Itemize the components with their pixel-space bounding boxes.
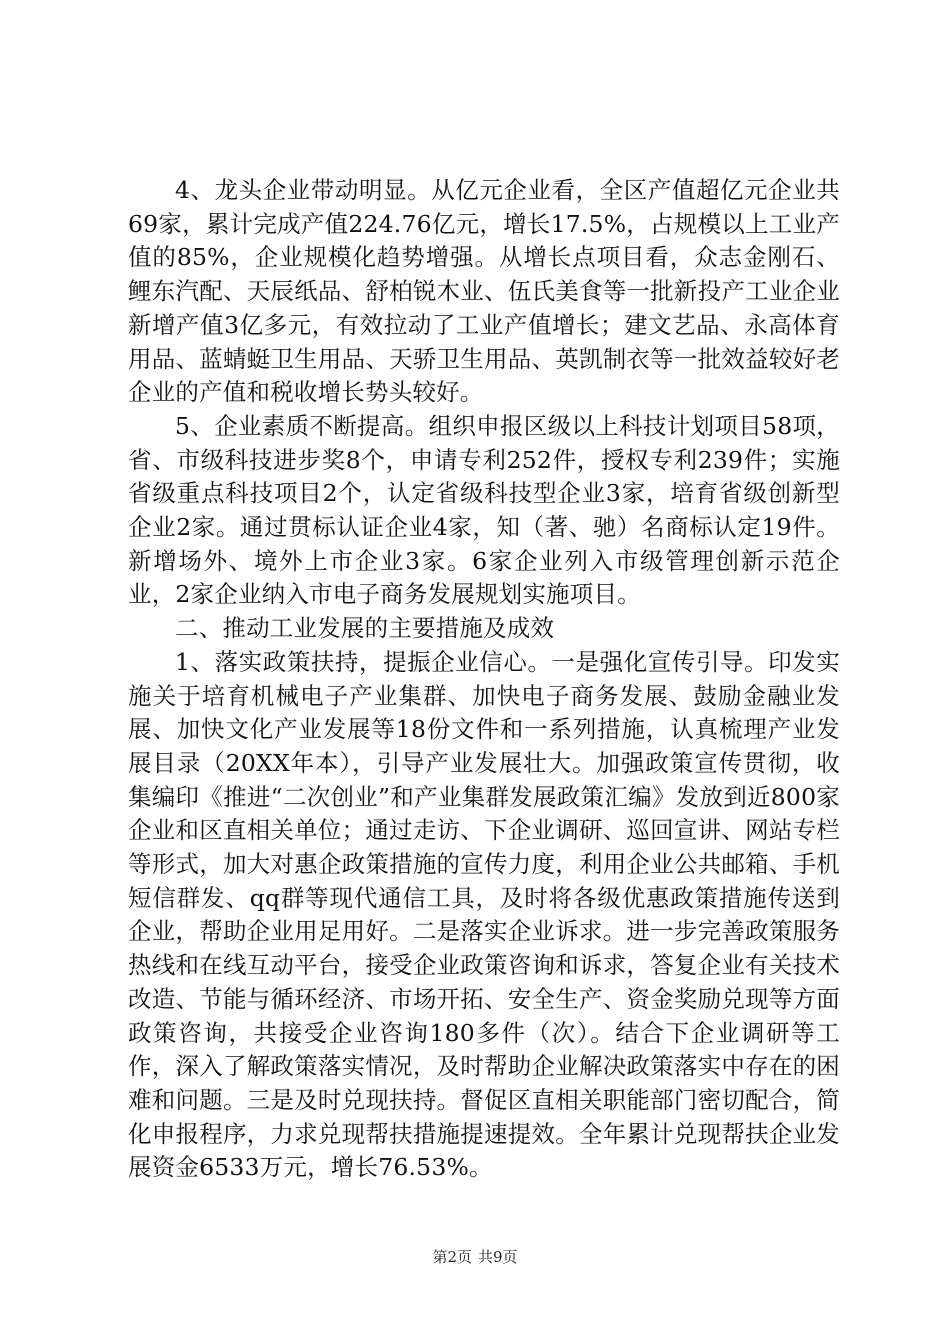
- section-heading-measures: 二、推动工业发展的主要措施及成效: [175, 614, 555, 643]
- paragraph-enterprise-quality: 5、企业素质不断提高。组织申报区级以上科技计划项目58项，省、市级科技进步奖8个，申请专利252件，授权专利239件；实施省级重点科技项目2个，认定省级科技型企业3家，培育省级创新型企业2家。通过贯标认证企业4家，知（著、驰）名商标认定19件。新增场外、境外上市企业3家。6家企业列入市级管理创新示范企业，2家企业纳入市电子商务发展规划实施项目。: [128, 411, 840, 609]
- page-number: 第2页: [432, 1248, 472, 1266]
- paragraph-leading-enterprises: 4、龙头企业带动明显。从亿元企业看，全区产值超亿元企业共69家，累计完成产值224.76亿元，增长17.5%，占规模以上工业产值的85%，企业规模化趋势增强。从增长点项目看，众志金刚石、鲤东汽配、天辰纸品、舒柏锐木业、伍氏美食等一批新投产工业企业新增产值3亿多元，有效拉动了工业产值增长；建文艺品、永高体育用品、蓝蜻蜓卫生用品、天骄卫生用品、英凯制衣等一批效益较好老企业的产值和税收增长势头较好。: [128, 176, 840, 407]
- page-total: 共9页: [478, 1248, 518, 1266]
- page-footer: [0, 1247, 950, 1267]
- document-body: [128, 174, 840, 1185]
- paragraph-policy-support: 1、落实政策扶持，提振企业信心。一是强化宣传引导。印发实施关于培育机械电子产业集群、加快电子商务发展、鼓励金融业发展、加快文化产业发展等18份文件和一系列措施，认真梳理产业发展目录（20XX年本），引导产业发展壮大。加强政策宣传贯彻，收集编印《推进“二次创业”和产业集群发展政策汇编》发放到近800家企业和区直相关单位；通过走访、下企业调研、巡回宣讲、网站专栏等形式，加大对惠企政策措施的宣传力度，利用企业公共邮箱、手机短信群发、qq群等现代通信工具，及时将各级优惠政策措施传送到企业，帮助企业用足用好。二是落实企业诉求。进一步完善政策服务热线和在线互动平台，接受企业政策咨询和诉求，答复企业有关技术改造、节能与循环经济、市场开拓、安全生产、资金奖励兑现等方面政策咨询，共接受企业咨询180多件（次）。结合下企业调研等工作，深入了解政策落实情况，及时帮助企业解决政策落实中存在的困难和问题。三是及时兑现扶持。督促区直相关职能部门密切配合，简化申报程序，力求兑现帮扶措施提速提效。全年累计兑现帮扶企业发展资金6533万元，增长76.53%。: [128, 647, 840, 1182]
